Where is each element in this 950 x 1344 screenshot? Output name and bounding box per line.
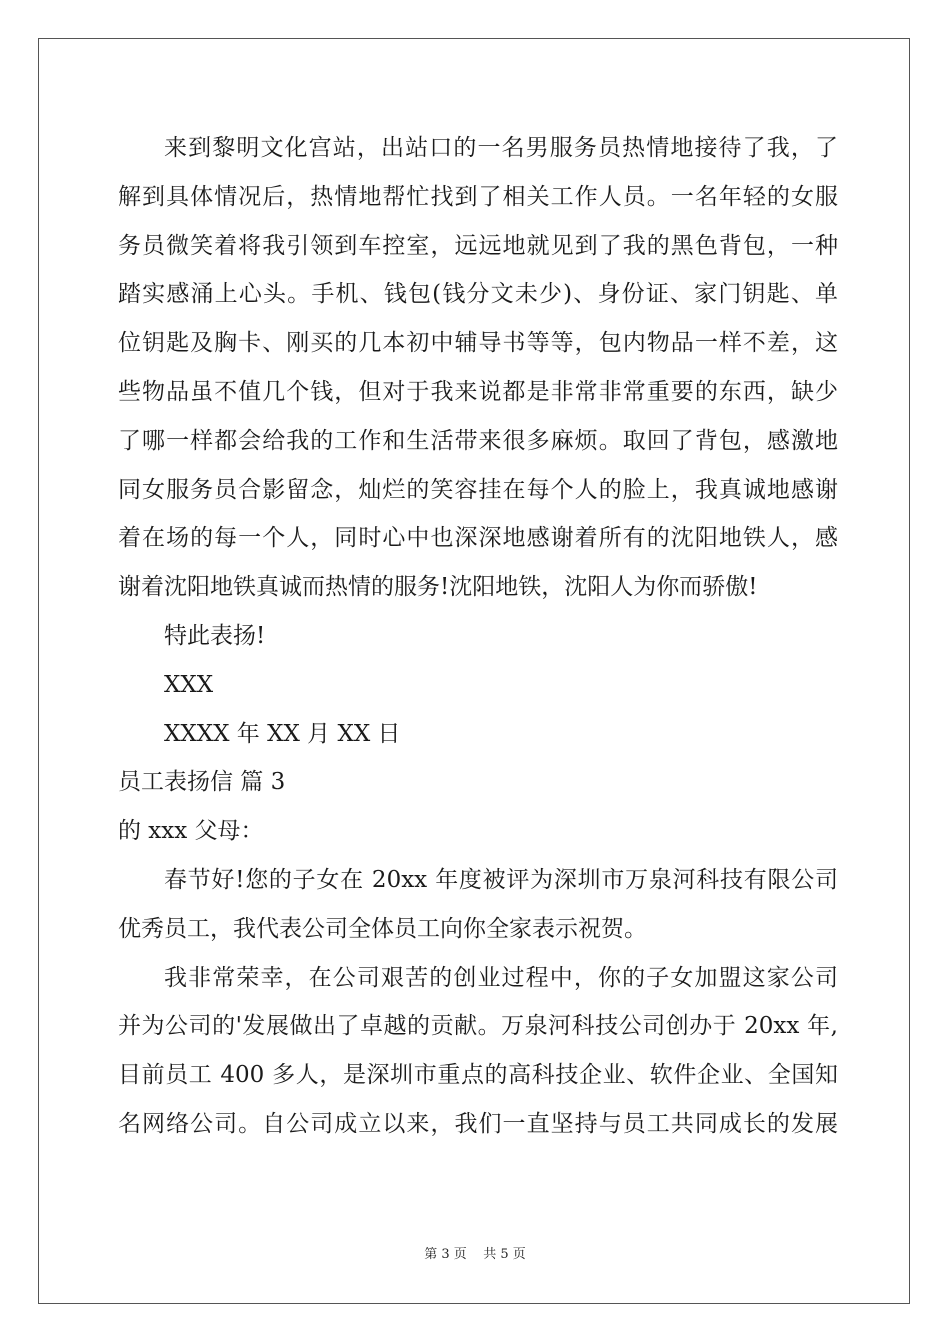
text-line: 踏实感涌上心头。手机、钱包(钱分文未少)、身份证、家门钥匙、单 [118,281,838,308]
text-line: 同女服务员合影留念，灿烂的笑容挂在每个人的脸上，我真诚地感谢 [118,476,838,503]
text-line: 目前员工 400 多人，是深圳市重点的高科技企业、软件企业、全国知 [118,1062,838,1089]
text-line: 些物品虽不值几个钱，但对于我来说都是非常非常重要的东西，缺少 [118,378,838,405]
closing-praise: 特此表扬! [164,622,266,649]
page-footer [0,1246,950,1264]
text-line: 来到黎明文化宫站，出站口的一名男服务员热情地接待了我，了 [164,135,838,161]
text-line: 了哪一样都会给我的工作和生活带来很多麻烦。取回了背包，感激地 [118,427,838,454]
salutation: 的 xxx 父母： [118,818,264,845]
text-line: 春节好!您的子女在 20xx 年度被评为深圳市万泉河科技有限公司 [164,866,838,893]
section-heading: 员工表扬信 篇 3 [118,769,286,796]
text-line: 并为公司的'发展做出了卓越的贡献。万泉河科技公司创办于 20xx 年, [118,1013,838,1040]
signature: XXX [164,671,214,698]
page-number: 第 3 页 共 5 页 [424,1247,526,1262]
text-line: 位钥匙及胸卡、刚买的几本初中辅导书等等，包内物品一样不差，这 [118,330,838,357]
text-line: 务员微笑着将我引领到车控室，远远地就见到了我的黑色背包，一种 [118,232,838,259]
text-line: 谢着沈阳地铁真诚而热情的服务!沈阳地铁，沈阳人为你而骄傲! [118,574,758,601]
text-line: 着在场的每一个人，同时心中也深深地感谢着所有的沈阳地铁人，感 [118,525,838,552]
text-line: 解到具体情况后，热情地帮忙找到了相关工作人员。一名年轻的女服 [118,183,838,210]
document-body [118,124,838,1149]
date-line: XXXX 年 XX 月 XX 日 [164,720,401,747]
text-line: 优秀员工，我代表公司全体员工向你全家表示祝贺。 [118,915,647,942]
text-line: 名网络公司。自公司成立以来，我们一直坚持与员工共同成长的发展 [118,1110,838,1137]
text-line: 我非常荣幸，在公司艰苦的创业过程中，你的子女加盟这家公司 [164,964,838,991]
